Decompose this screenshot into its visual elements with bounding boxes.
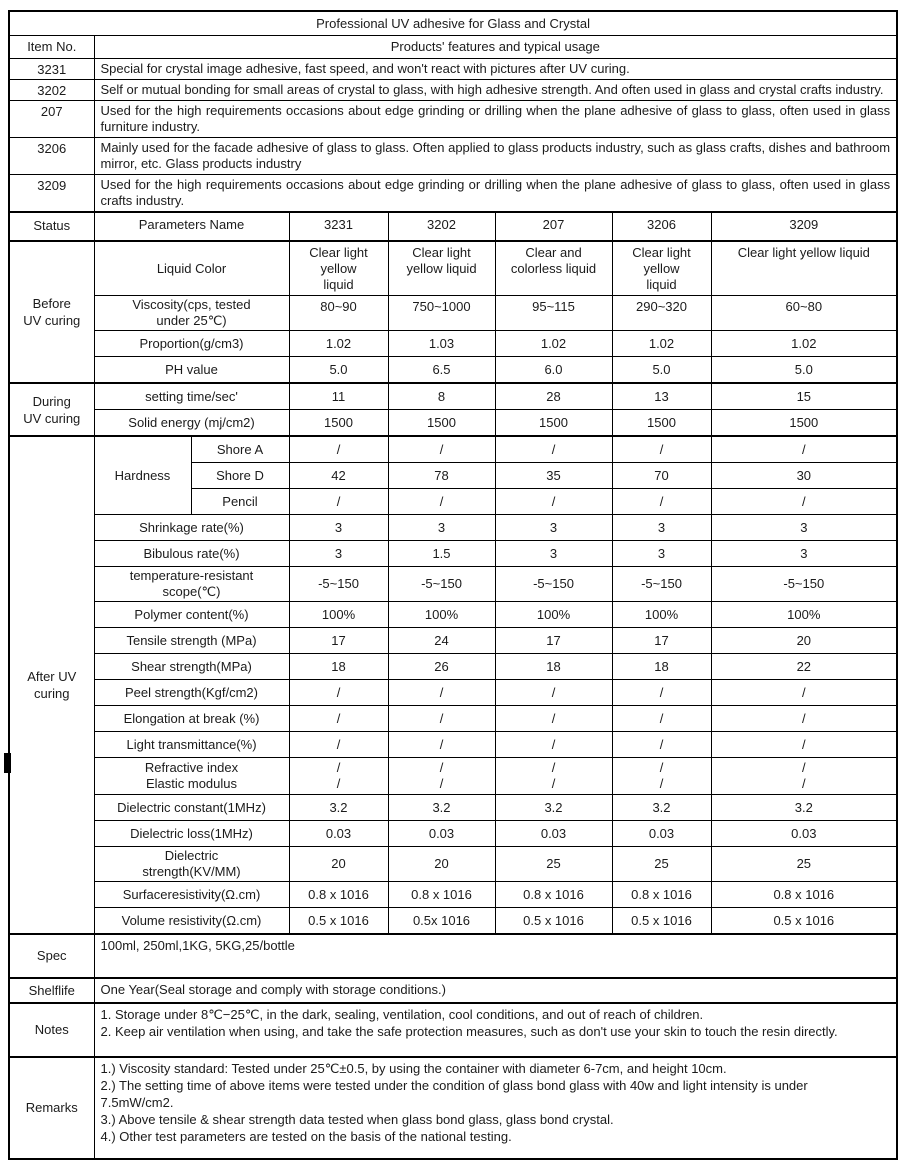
param-value-cell-line: / — [439, 776, 444, 791]
param-value-cell: 8 — [388, 383, 495, 410]
param-label-cell: Elongation at break (%) — [94, 706, 289, 732]
param-row — [9, 515, 897, 541]
param-label-cell: Shear strength(MPa) — [94, 654, 289, 680]
param-value-cell: 750~1000 — [388, 296, 495, 331]
param-value-cell: 5.0 — [711, 357, 897, 384]
footer-text-cell — [94, 1057, 897, 1159]
param-row — [9, 654, 897, 680]
param-label-cell — [94, 296, 289, 331]
param-value-cell-line: / — [801, 760, 806, 775]
footer-text-cell-line: 4.) Other test parameters are tested on the basis of the national testing. — [100, 1129, 512, 1144]
param-value-cell-line: yellow liquid — [406, 261, 477, 276]
param-value-cell: 3 — [711, 515, 897, 541]
status-group-cell-line: After UV — [27, 669, 77, 684]
footer-text-cell-line: 7.5mW/cm2. — [100, 1095, 174, 1110]
item-no-cell: 207 — [9, 101, 94, 138]
param-row — [9, 410, 897, 437]
product-id-cell: 3206 — [612, 212, 711, 241]
param-value-cell: 0.8 x 1016 — [495, 882, 612, 908]
footer-label-cell: Spec — [9, 934, 94, 978]
param-value-cell — [289, 758, 388, 795]
footer-text-cell — [94, 1003, 897, 1057]
page-title: Professional UV adhesive for Glass and Crystal — [9, 11, 897, 36]
param-value-cell: / — [612, 489, 711, 515]
param-value-cell: 95~115 — [495, 296, 612, 331]
param-label-cell-line: strength(KV/MM) — [142, 864, 241, 879]
param-value-cell: 5.0 — [612, 357, 711, 384]
footer-text-cell-line: 100ml, 250ml,1KG, 5KG,25/bottle — [100, 938, 295, 953]
param-value-cell: 42 — [289, 463, 388, 489]
param-label-cell: Polymer content(%) — [94, 602, 289, 628]
param-label-cell — [94, 847, 289, 882]
status-group-cell-line: During — [32, 393, 71, 409]
param-label-cell-line: scope(℃) — [162, 584, 221, 599]
feature-row — [9, 80, 897, 101]
param-row — [9, 847, 897, 882]
param-value-cell: -5~150 — [495, 567, 612, 602]
param-value-cell: 17 — [495, 628, 612, 654]
feature-text-cell: Used for the high requirements occasions about edge grinding or drilling when the plane adhesive of glass to glass, often used in glass furniture industry. — [94, 101, 897, 138]
feature-row — [9, 175, 897, 213]
param-value-cell: 26 — [388, 654, 495, 680]
param-value-cell: 22 — [711, 654, 897, 680]
param-value-cell: / — [495, 706, 612, 732]
param-label-cell: Liquid Color — [94, 241, 289, 296]
param-value-cell: 0.8 x 1016 — [612, 882, 711, 908]
param-value-cell: 1500 — [711, 410, 897, 437]
param-value-cell: 290~320 — [612, 296, 711, 331]
item-no-cell: 3202 — [9, 80, 94, 101]
param-row — [9, 821, 897, 847]
param-value-cell-line: Clear and — [525, 245, 582, 260]
param-value-cell — [388, 241, 495, 296]
param-value-cell: 0.5x 1016 — [388, 908, 495, 935]
footer-row — [9, 934, 897, 978]
param-value-cell: 70 — [612, 463, 711, 489]
param-row — [9, 882, 897, 908]
param-value-cell-line: liquid — [323, 277, 354, 292]
param-value-cell: 17 — [612, 628, 711, 654]
feature-row — [9, 59, 897, 80]
param-value-cell: 1500 — [289, 410, 388, 437]
param-label-cell: Shrinkage rate(%) — [94, 515, 289, 541]
item-no-cell: 3209 — [9, 175, 94, 213]
param-value-cell: / — [711, 436, 897, 463]
param-value-cell: 1500 — [612, 410, 711, 437]
param-value-cell: 24 — [388, 628, 495, 654]
param-value-cell: / — [495, 489, 612, 515]
param-sublabel-cell: Shore D — [191, 463, 289, 489]
product-id-cell: 3231 — [289, 212, 388, 241]
param-value-cell: 35 — [495, 463, 612, 489]
footer-label-cell: Remarks — [9, 1057, 94, 1159]
param-value-cell: 1.02 — [711, 331, 897, 357]
param-value-cell: / — [388, 680, 495, 706]
param-row — [9, 795, 897, 821]
param-row — [9, 567, 897, 602]
param-value-cell — [388, 758, 495, 795]
param-value-cell — [495, 241, 612, 296]
param-value-cell: 18 — [612, 654, 711, 680]
param-value-cell: / — [711, 706, 897, 732]
item-no-header: Item No. — [9, 36, 94, 59]
param-label-cell — [94, 567, 289, 602]
item-no-cell: 3206 — [9, 138, 94, 175]
param-value-cell: 1.03 — [388, 331, 495, 357]
param-value-cell-line: yellow — [320, 261, 357, 276]
param-value-cell: / — [388, 732, 495, 758]
param-value-cell: 60~80 — [711, 296, 897, 331]
product-id-cell: 3209 — [711, 212, 897, 241]
param-value-cell: 6.0 — [495, 357, 612, 384]
param-value-cell: 100% — [495, 602, 612, 628]
feature-text-cell: Mainly used for the facade adhesive of glass to glass. Often applied to glass products industry, such as glass crafts, dishes and bathroom mirror, etc. Glass products industry — [94, 138, 897, 175]
title-row — [9, 11, 897, 36]
param-label-cell: Peel strength(Kgf/cm2) — [94, 680, 289, 706]
product-id-cell: 207 — [495, 212, 612, 241]
param-value-cell: -5~150 — [711, 567, 897, 602]
param-label-cell: Dielectric loss(1MHz) — [94, 821, 289, 847]
footer-row — [9, 1057, 897, 1159]
param-value-cell-line: Clear light — [632, 245, 691, 260]
param-value-cell: / — [289, 680, 388, 706]
param-label-cell: Volume resistivity(Ω.cm) — [94, 908, 289, 935]
param-value-cell: 0.5 x 1016 — [612, 908, 711, 935]
footer-text-cell-line: One Year(Seal storage and comply with storage conditions.) — [100, 982, 446, 997]
param-label-cell: PH value — [94, 357, 289, 384]
param-value-cell: 1500 — [388, 410, 495, 437]
param-value-cell: 80~90 — [289, 296, 388, 331]
param-value-cell: 25 — [612, 847, 711, 882]
param-label-cell-line: Refractive index — [144, 760, 239, 775]
param-value-cell: 100% — [289, 602, 388, 628]
param-value-cell-line: / — [336, 760, 341, 775]
param-value-cell: 28 — [495, 383, 612, 410]
param-value-cell: 0.8 x 1016 — [711, 882, 897, 908]
param-value-cell: 0.8 x 1016 — [289, 882, 388, 908]
param-value-cell: 3 — [711, 541, 897, 567]
param-value-cell — [495, 758, 612, 795]
param-value-cell: 6.5 — [388, 357, 495, 384]
param-value-cell: / — [612, 436, 711, 463]
param-label-cell-line: under 25℃) — [156, 313, 227, 328]
features-section — [9, 59, 897, 213]
left-edge-mark — [4, 753, 11, 773]
param-value-cell: 0.03 — [711, 821, 897, 847]
parameters-section — [9, 212, 897, 934]
param-value-cell: / — [612, 732, 711, 758]
param-value-cell — [711, 241, 897, 296]
feature-text-cell: Self or mutual bonding for small areas of crystal to glass, with high adhesive strength. And often used in glass and crystal crafts industry. — [94, 80, 897, 101]
param-value-cell: / — [388, 436, 495, 463]
param-value-cell: 3.2 — [495, 795, 612, 821]
param-value-cell — [612, 241, 711, 296]
param-value-cell: 3 — [289, 541, 388, 567]
status-group-cell-line: Before — [32, 296, 71, 311]
param-value-cell — [289, 241, 388, 296]
param-value-cell: / — [495, 680, 612, 706]
param-value-cell: 100% — [711, 602, 897, 628]
param-value-cell: 20 — [289, 847, 388, 882]
param-header-row — [9, 212, 897, 241]
param-label-cell: Solid energy (mj/cm2) — [94, 410, 289, 437]
param-value-cell: 17 — [289, 628, 388, 654]
param-value-cell: 20 — [711, 628, 897, 654]
footer-row — [9, 978, 897, 1003]
param-value-cell-line: Clear light yellow liquid — [737, 245, 870, 260]
footer-row — [9, 1003, 897, 1057]
item-no-cell: 3231 — [9, 59, 94, 80]
param-value-cell: / — [711, 732, 897, 758]
param-value-cell: 1500 — [495, 410, 612, 437]
param-value-cell: 0.03 — [388, 821, 495, 847]
param-row — [9, 908, 897, 935]
param-label-cell: setting time/sec' — [94, 383, 289, 410]
param-value-cell: 20 — [388, 847, 495, 882]
param-value-cell: 3 — [612, 515, 711, 541]
status-group-cell-line: curing — [34, 686, 70, 701]
param-value-cell: / — [289, 732, 388, 758]
param-row — [9, 706, 897, 732]
footer-text-cell-line: 2.) The setting time of above items were tested under the condition of glass bond glass with 40w and light intensity is under — [100, 1078, 808, 1093]
param-value-cell: 3 — [495, 541, 612, 567]
param-label-cell-line: temperature-resistant — [129, 568, 254, 583]
param-value-cell-line: / — [551, 776, 556, 791]
param-value-cell: 78 — [388, 463, 495, 489]
status-group-cell-line: UV curing — [23, 313, 81, 328]
param-sublabel-cell: Shore A — [191, 436, 289, 463]
feature-row — [9, 101, 897, 138]
param-value-cell: 5.0 — [289, 357, 388, 384]
param-value-cell: 18 — [289, 654, 388, 680]
param-value-cell: 0.03 — [612, 821, 711, 847]
footer-section — [9, 934, 897, 1159]
param-value-cell: -5~150 — [388, 567, 495, 602]
param-value-cell: / — [612, 680, 711, 706]
param-value-cell: / — [495, 732, 612, 758]
status-group-cell-line: UV curing — [23, 410, 81, 426]
param-value-cell: -5~150 — [289, 567, 388, 602]
param-label-cell: Dielectric constant(1MHz) — [94, 795, 289, 821]
param-value-cell-line: / — [659, 776, 664, 791]
param-row — [9, 383, 897, 410]
param-value-cell: / — [289, 489, 388, 515]
param-row — [9, 602, 897, 628]
param-name-header-cell: Parameters Name — [94, 212, 289, 241]
param-label-cell: Light transmittance(%) — [94, 732, 289, 758]
param-value-cell: / — [612, 706, 711, 732]
param-value-cell: 0.03 — [289, 821, 388, 847]
param-row — [9, 680, 897, 706]
param-value-cell: 25 — [711, 847, 897, 882]
param-row — [9, 331, 897, 357]
param-value-cell: 1.5 — [388, 541, 495, 567]
param-value-cell: 1.02 — [612, 331, 711, 357]
param-label-cell: Bibulous rate(%) — [94, 541, 289, 567]
param-value-cell-line: / — [439, 760, 444, 775]
param-row — [9, 541, 897, 567]
param-value-cell: / — [388, 706, 495, 732]
param-value-cell: / — [711, 680, 897, 706]
param-row — [9, 732, 897, 758]
param-value-cell: / — [289, 706, 388, 732]
param-value-cell-line: Clear light — [412, 245, 471, 260]
param-value-cell: 25 — [495, 847, 612, 882]
status-group-cell — [9, 241, 94, 383]
footer-text-cell-line: 3.) Above tensile & shear strength data tested when glass bond glass, glass bond crystal. — [100, 1112, 614, 1127]
param-value-cell: / — [711, 489, 897, 515]
feature-text-cell: Used for the high requirements occasions about edge grinding or drilling when the plane adhesive of glass to glass, often used in glass crafts industry. — [94, 175, 897, 213]
param-value-cell-line: / — [336, 776, 341, 791]
param-value-cell: 3 — [289, 515, 388, 541]
status-group-cell — [9, 436, 94, 934]
param-row — [9, 758, 897, 795]
param-label-cell-line: Elastic modulus — [145, 776, 238, 791]
param-value-cell: 13 — [612, 383, 711, 410]
param-value-cell: 3 — [495, 515, 612, 541]
param-value-cell-line: liquid — [646, 277, 677, 292]
status-header-cell: Status — [9, 212, 94, 241]
feature-text-cell: Special for crystal image adhesive, fast speed, and won't react with pictures after UV curing. — [94, 59, 897, 80]
param-value-cell: 0.5 x 1016 — [289, 908, 388, 935]
param-value-cell-line: / — [659, 760, 664, 775]
param-value-cell: -5~150 — [612, 567, 711, 602]
product-id-cell: 3202 — [388, 212, 495, 241]
param-sublabel-cell: Pencil — [191, 489, 289, 515]
param-value-cell: 3.2 — [289, 795, 388, 821]
param-value-cell: / — [495, 436, 612, 463]
param-value-cell — [711, 758, 897, 795]
param-value-cell-line: colorless liquid — [510, 261, 597, 276]
param-value-cell: 0.5 x 1016 — [495, 908, 612, 935]
status-group-cell — [9, 383, 94, 436]
footer-text-cell-line: 2. Keep air ventilation when using, and take the safe protection measures, such as don't use your skin to touch the resin directly. — [100, 1024, 838, 1039]
param-row — [9, 357, 897, 384]
param-value-cell-line: yellow — [643, 261, 680, 276]
footer-text-cell — [94, 978, 897, 1003]
features-header-row — [9, 36, 897, 59]
param-label-cell-line: Viscosity(cps, tested — [132, 297, 251, 312]
param-value-cell: 18 — [495, 654, 612, 680]
param-value-cell: / — [289, 436, 388, 463]
param-value-cell: 11 — [289, 383, 388, 410]
param-value-cell-line: Clear light — [309, 245, 368, 260]
footer-label-cell: Notes — [9, 1003, 94, 1057]
param-label-cell-line: Dielectric — [164, 848, 219, 863]
param-value-cell: 15 — [711, 383, 897, 410]
param-value-cell-line: / — [551, 760, 556, 775]
param-value-cell: 30 — [711, 463, 897, 489]
footer-text-cell-line: 1. Storage under 8℃−25℃, in the dark, sealing, ventilation, cool conditions, and out of reach of children. — [100, 1007, 704, 1022]
footer-text-cell-line: 1.) Viscosity standard: Tested under 25℃±0.5, by using the container with diameter 6-7cm, and height 10cm. — [100, 1061, 727, 1076]
feature-row — [9, 138, 897, 175]
param-label-cell — [94, 758, 289, 795]
param-value-cell: 3.2 — [388, 795, 495, 821]
param-value-cell: 100% — [388, 602, 495, 628]
param-value-cell: 1.02 — [495, 331, 612, 357]
param-row — [9, 296, 897, 331]
param-value-cell: 0.8 x 1016 — [388, 882, 495, 908]
param-row — [9, 241, 897, 296]
param-row — [9, 628, 897, 654]
param-value-cell: 3 — [612, 541, 711, 567]
hardness-group-cell: Hardness — [94, 436, 191, 515]
footer-label-cell: Shelflife — [9, 978, 94, 1003]
param-value-cell: 0.5 x 1016 — [711, 908, 897, 935]
param-label-cell: Surfaceresistivity(Ω.cm) — [94, 882, 289, 908]
param-row — [9, 436, 897, 463]
spec-table — [8, 10, 898, 1160]
param-value-cell — [612, 758, 711, 795]
title-section — [9, 11, 897, 59]
features-usage-header: Products' features and typical usage — [94, 36, 897, 59]
param-value-cell: 1.02 — [289, 331, 388, 357]
param-value-cell: 3.2 — [711, 795, 897, 821]
param-value-cell-line: / — [801, 776, 806, 791]
param-value-cell: 0.03 — [495, 821, 612, 847]
param-value-cell: 100% — [612, 602, 711, 628]
param-value-cell: 3 — [388, 515, 495, 541]
param-value-cell: 3.2 — [612, 795, 711, 821]
param-value-cell: / — [388, 489, 495, 515]
footer-text-cell — [94, 934, 897, 978]
param-label-cell: Tensile strength (MPa) — [94, 628, 289, 654]
param-label-cell: Proportion(g/cm3) — [94, 331, 289, 357]
